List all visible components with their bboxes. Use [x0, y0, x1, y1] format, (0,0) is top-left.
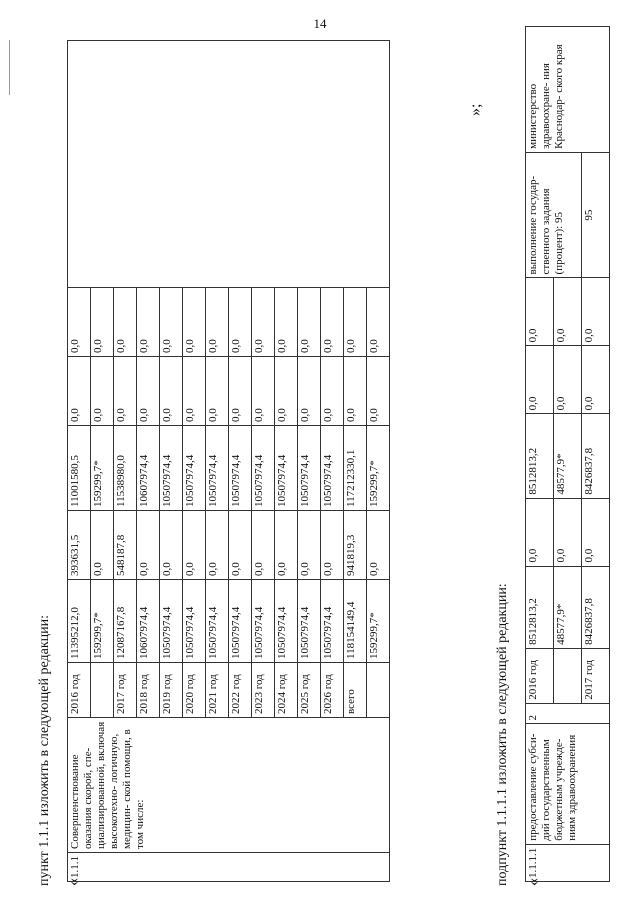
year-cell [367, 663, 390, 718]
federal-cell: 941819,3 [344, 511, 367, 580]
extra-cell: 0,0 [137, 288, 160, 357]
instruction-1: пункт 1.1.1 изложить в следующей редакции: [37, 615, 52, 886]
quote-open-1: « [65, 878, 82, 886]
local-cell: 0,0 [114, 357, 137, 426]
extra-cell: 0,0 [321, 288, 344, 357]
table-1 [67, 40, 390, 882]
federal-cell: 0,0 [582, 498, 610, 566]
extra-cell: 0,0 [206, 288, 229, 357]
federal-cell: 0,0 [229, 511, 252, 580]
total-cell: 159299,7* [91, 580, 114, 663]
instruction-2: подпункт 1.1.1.1 изложить в следующей редакции: [495, 583, 510, 886]
federal-cell: 0,0 [183, 511, 206, 580]
federal-cell: 0,0 [526, 498, 554, 566]
year-cell: 2018 год [137, 663, 160, 718]
rotated-page-content [15, 26, 625, 886]
local-cell: 0,0 [68, 357, 91, 426]
regional-cell: 159299,7* [91, 426, 114, 511]
executor-cell: министерство здравоохране- ния Краснодар- ского края [526, 27, 610, 153]
item-code: 1.1.1 [68, 853, 390, 882]
year-cell: 2017 год [582, 648, 610, 703]
extra-cell: 0,0 [229, 288, 252, 357]
total-cell: 10507974,4 [298, 580, 321, 663]
regional-cell: 117212330,1 [344, 426, 367, 511]
extra-cell: 0,0 [344, 288, 367, 357]
federal-cell: 0,0 [91, 511, 114, 580]
total-cell: 118154149,4 [344, 580, 367, 663]
item-code: 1.1.1.1 [526, 844, 610, 881]
year-cell: 2021 год [206, 663, 229, 718]
extra-cell: 0,0 [554, 278, 582, 346]
year-cell: 2022 год [229, 663, 252, 718]
regional-cell: 8512813,2 [526, 414, 554, 498]
local-cell: 0,0 [252, 357, 275, 426]
extra-cell: 0,0 [367, 288, 390, 357]
federal-cell: 0,0 [206, 511, 229, 580]
regional-cell: 10507974,4 [206, 426, 229, 511]
federal-cell: 0,0 [275, 511, 298, 580]
year-cell: 2017 год [114, 663, 137, 718]
regional-cell: 10507974,4 [298, 426, 321, 511]
federal-cell: 0,0 [321, 511, 344, 580]
total-cell: 10507974,4 [321, 580, 344, 663]
total-cell: 8512813,2 [526, 566, 554, 648]
total-cell: 10507974,4 [160, 580, 183, 663]
local-cell: 0,0 [298, 357, 321, 426]
federal-cell: 0,0 [554, 498, 582, 566]
extra-cell: 0,0 [526, 278, 554, 346]
regional-cell: 10507974,4 [275, 426, 298, 511]
local-cell: 0,0 [229, 357, 252, 426]
quote-close-1: »; [467, 103, 484, 116]
local-cell: 0,0 [137, 357, 160, 426]
regional-cell: 10507974,4 [160, 426, 183, 511]
extra-cell: 0,0 [68, 288, 91, 357]
federal-cell: 0,0 [367, 511, 390, 580]
item-description: предоставление субси- дий государственным бюджетным учрежде- ниям здравоохранения [526, 724, 610, 844]
total-cell: 10507974,4 [206, 580, 229, 663]
total-cell: 159299,7* [367, 580, 390, 663]
extra-cell: 0,0 [160, 288, 183, 357]
total-cell: 10507974,4 [252, 580, 275, 663]
page-number: 14 [313, 16, 327, 31]
result-cell: выполнение государ- ственного задания (процент): 95 [526, 152, 582, 278]
year-cell: 2025 год [298, 663, 321, 718]
quote-open-2: « [525, 878, 542, 886]
regional-cell: 11001580,5 [68, 426, 91, 511]
federal-cell: 393631,5 [68, 511, 91, 580]
regional-cell: 48577,9* [554, 414, 582, 498]
local-cell: 0,0 [91, 357, 114, 426]
total-cell: 10507974,4 [183, 580, 206, 663]
extra-cell: 0,0 [275, 288, 298, 357]
margin-rule [9, 40, 10, 95]
table-row [68, 41, 91, 882]
regional-cell: 10507974,4 [183, 426, 206, 511]
local-cell: 0,0 [183, 357, 206, 426]
local-cell: 0,0 [554, 346, 582, 414]
table-row [526, 27, 554, 882]
regional-cell: 10507974,4 [252, 426, 275, 511]
total-cell: 10507974,4 [229, 580, 252, 663]
regional-cell: 159299,7* [367, 426, 390, 511]
item-number: 2 [526, 703, 610, 724]
total-cell: 48577,9* [554, 566, 582, 648]
extra-cell: 0,0 [298, 288, 321, 357]
extra-cell: 0,0 [91, 288, 114, 357]
regional-cell: 11538980,0 [114, 426, 137, 511]
total-cell: 11395212,0 [68, 580, 91, 663]
local-cell: 0,0 [160, 357, 183, 426]
extra-cell: 0,0 [183, 288, 206, 357]
regional-cell: 10507974,4 [229, 426, 252, 511]
extra-cell: 0,0 [114, 288, 137, 357]
year-cell: 2016 год [68, 663, 91, 718]
local-cell: 0,0 [582, 346, 610, 414]
year-cell: 2026 год [321, 663, 344, 718]
item-description: Совершенствование оказания скорой, спе- циализированной, включая высокотехно- логичную, медицин- ской помощи, в том числе: [68, 718, 390, 853]
total-cell: 12087167,8 [114, 580, 137, 663]
federal-cell: 548187,8 [114, 511, 137, 580]
year-cell [91, 663, 114, 718]
year-cell [554, 648, 582, 703]
regional-cell: 8426837,8 [582, 414, 610, 498]
local-cell: 0,0 [344, 357, 367, 426]
result-cell [68, 41, 390, 288]
local-cell: 0,0 [206, 357, 229, 426]
local-cell: 0,0 [526, 346, 554, 414]
regional-cell: 10507974,4 [321, 426, 344, 511]
local-cell: 0,0 [321, 357, 344, 426]
local-cell: 0,0 [275, 357, 298, 426]
federal-cell: 0,0 [160, 511, 183, 580]
total-cell: 10607974,4 [137, 580, 160, 663]
year-cell: всего [344, 663, 367, 718]
total-cell: 8426837,8 [582, 566, 610, 648]
federal-cell: 0,0 [298, 511, 321, 580]
year-cell: 2016 год [526, 648, 554, 703]
local-cell: 0,0 [367, 357, 390, 426]
year-cell: 2019 год [160, 663, 183, 718]
total-cell: 10507974,4 [275, 580, 298, 663]
extra-cell: 0,0 [252, 288, 275, 357]
year-cell: 2024 год [275, 663, 298, 718]
year-cell: 2023 год [252, 663, 275, 718]
federal-cell: 0,0 [137, 511, 160, 580]
result-value-cell: 95 [582, 152, 610, 278]
extra-cell: 0,0 [582, 278, 610, 346]
federal-cell: 0,0 [252, 511, 275, 580]
table-2 [525, 26, 610, 882]
year-cell: 2020 год [183, 663, 206, 718]
regional-cell: 10607974,4 [137, 426, 160, 511]
